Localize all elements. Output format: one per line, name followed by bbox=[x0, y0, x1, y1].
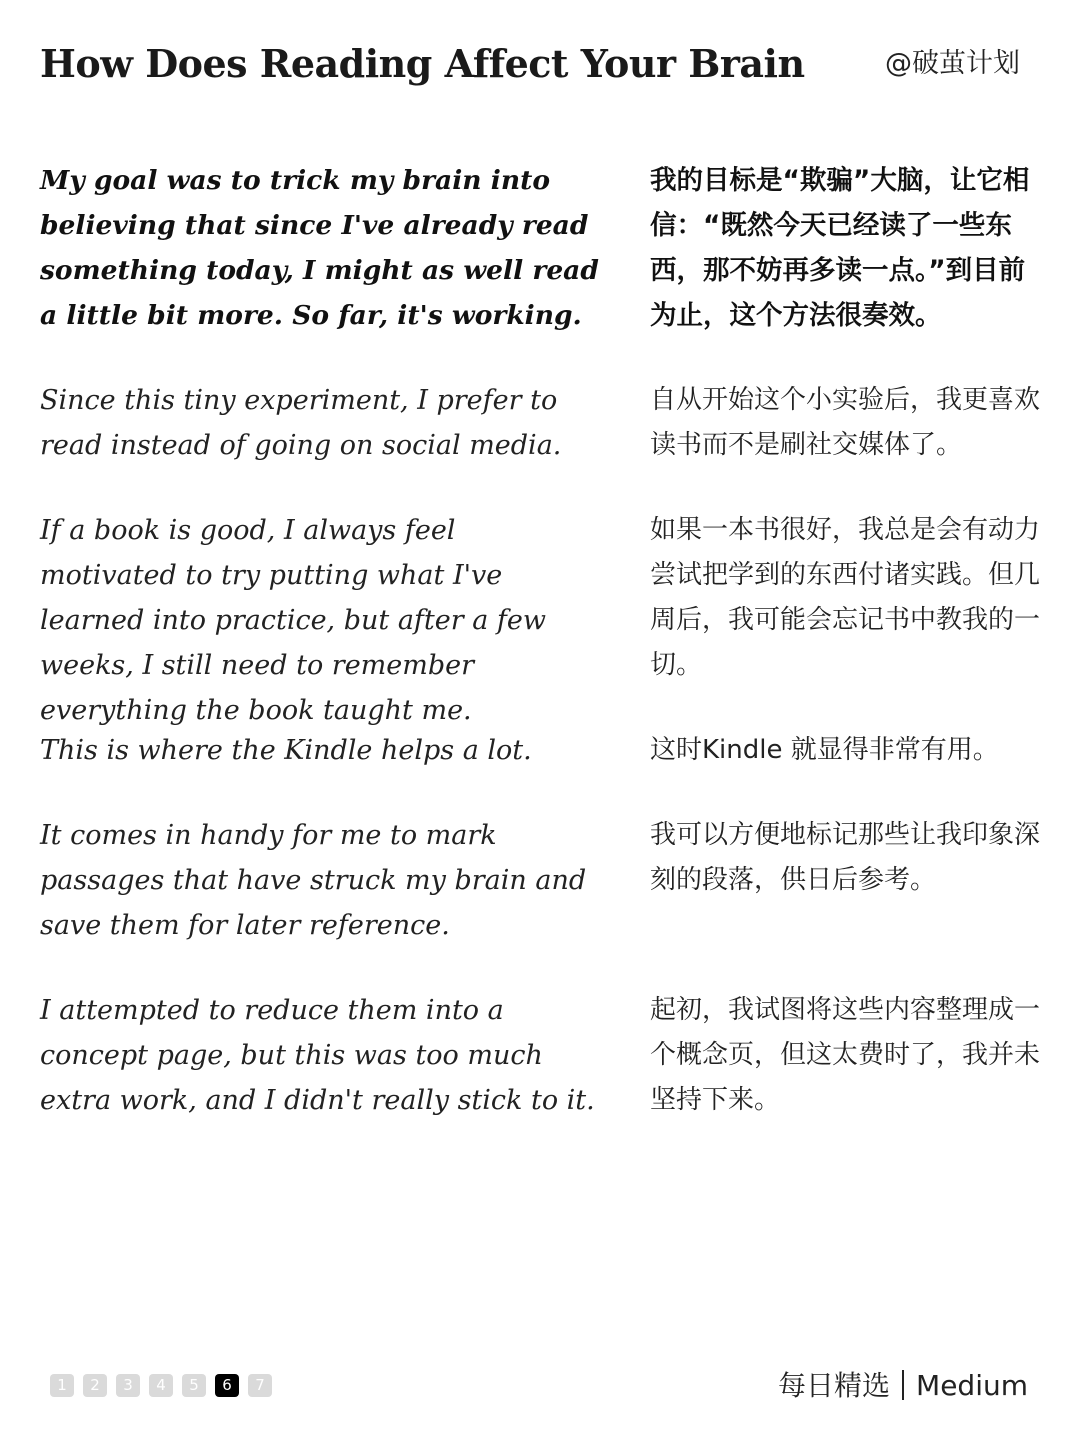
footer-brand bbox=[778, 1366, 1028, 1406]
page-number: 3 bbox=[116, 1374, 140, 1397]
english-paragraph: I attempted to reduce them into a concept page, but this was too much extra work, and I didn't really stick to it. bbox=[40, 995, 595, 1116]
page-number: 1 bbox=[50, 1374, 74, 1397]
english-paragraph: It comes in handy for me to mark passages that have struck my brain and save them for later reference. bbox=[40, 820, 587, 941]
footer-source: Medium bbox=[916, 1369, 1028, 1402]
chinese-paragraph: 我可以方便地标记那些让我印象深刻的段落，供日后参考。 bbox=[650, 820, 1041, 895]
chinese-paragraph: 起初，我试图将这些内容整理成一个概念页，但这太费时了，我并未坚持下来。 bbox=[650, 995, 1041, 1115]
english-paragraph: This is where the Kindle helps a lot. bbox=[40, 735, 532, 766]
page-number: 7 bbox=[248, 1374, 272, 1397]
current-page-number: 6 bbox=[215, 1374, 239, 1397]
footer-divider bbox=[902, 1370, 904, 1400]
chinese-paragraph: 这时Kindle 就显得非常有用。 bbox=[650, 735, 999, 765]
chinese-paragraph: 我的目标是“欺骗”大脑，让它相信：“既然今天已经读了一些东西，那不妨再多读一点。”到目前为止，这个方法很奏效。 bbox=[650, 165, 1030, 331]
english-paragraph: Since this tiny experiment, I prefer to read instead of going on social media. bbox=[40, 385, 562, 461]
chinese-paragraph: 自从开始这个小实验后，我更喜欢读书而不是刷社交媒体了。 bbox=[650, 385, 1041, 460]
footer-label: 每日精选 bbox=[778, 1369, 891, 1402]
author-handle: @破茧计划 bbox=[885, 48, 1020, 79]
page-title: How Does Reading Affect Your Brain bbox=[40, 41, 805, 86]
page-number: 5 bbox=[182, 1374, 206, 1397]
chinese-paragraph: 如果一本书很好，我总是会有动力尝试把学到的东西付诸实践。但几周后，我可能会忘记书中教我的一切。 bbox=[650, 515, 1041, 680]
page-indicator bbox=[50, 1374, 272, 1397]
english-paragraph: My goal was to trick my brain into believing that since I've already read something today, I might as well read a little bit more. So far, it's working. bbox=[40, 165, 599, 331]
page-number: 4 bbox=[149, 1374, 173, 1397]
page-number: 2 bbox=[83, 1374, 107, 1397]
english-paragraph: If a book is good, I always feel motivated to try putting what I've learned into practice, but after a few weeks, I still need to remember everything the book taught me. bbox=[40, 515, 546, 726]
